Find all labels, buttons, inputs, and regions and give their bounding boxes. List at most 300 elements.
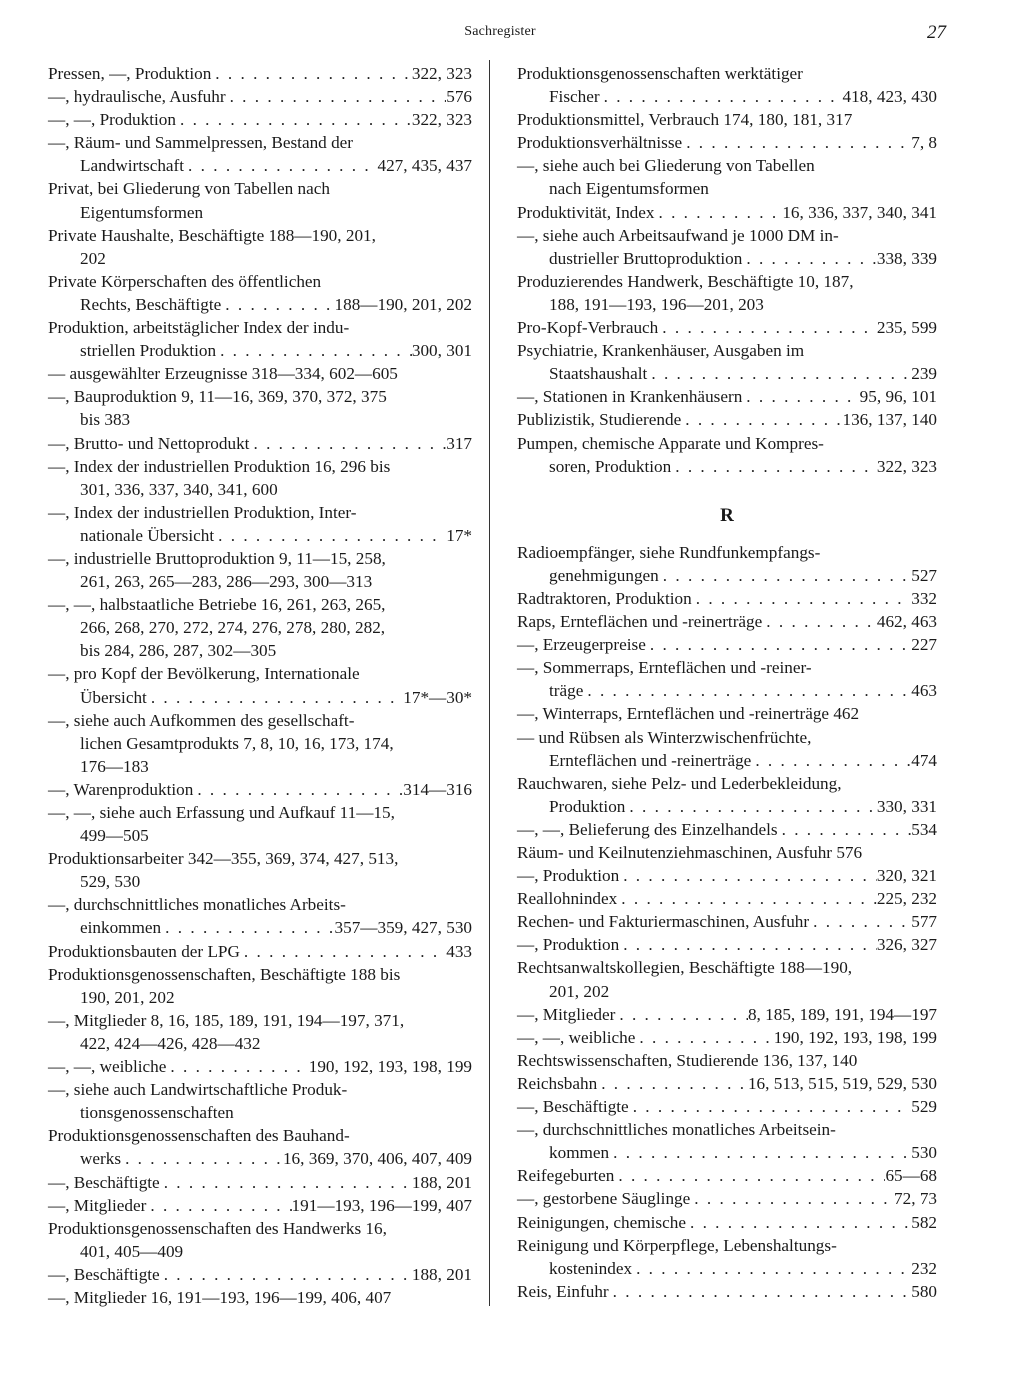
page-references: 317: [446, 433, 472, 453]
index-line: [517, 910, 937, 933]
index-line: [48, 524, 472, 547]
index-line: [48, 547, 472, 570]
page-references: 529: [911, 1097, 937, 1117]
index-term: Produktionsmittel, Verbrauch 174, 180, 181, 317: [517, 110, 853, 130]
index-term: Rechen- und Fakturiermaschinen, Ausfuhr: [517, 912, 810, 932]
index-line: [48, 847, 472, 870]
index-term: —, industrielle Bruttoproduktion 9, 11—15, 258,: [48, 548, 386, 568]
page-references: 580: [911, 1281, 937, 1301]
index-line: [517, 702, 937, 725]
index-term: 266, 268, 270, 272, 274, 276, 278, 280, 282,: [80, 618, 386, 638]
page-references: 95, 96, 101: [859, 387, 937, 407]
index-line: [48, 1147, 472, 1170]
index-line: [517, 1211, 937, 1234]
index-term: —, Räum- und Sammelpressen, Bestand der: [48, 133, 354, 153]
index-line: [517, 1095, 937, 1118]
page-references: 232: [911, 1258, 937, 1278]
index-term: 499—505: [80, 826, 149, 846]
index-line: [48, 1217, 472, 1240]
index-term: — und Rübsen als Winterzwischenfrüchte,: [517, 727, 812, 747]
page-references: 474: [911, 750, 937, 770]
index-term: —, Sommerraps, Ernteflächen und -reiner-: [517, 658, 812, 678]
page-references: 17*: [446, 525, 472, 545]
index-line: [517, 1141, 937, 1164]
index-line: [48, 177, 472, 200]
index-term: —, Produktion: [517, 935, 620, 955]
leader-dots: [646, 633, 911, 656]
index-term: Publizistik, Studierende: [517, 410, 682, 430]
index-line: [517, 818, 937, 841]
index-term: träge: [549, 681, 584, 701]
index-term: —, Stationen in Krankenhäusern: [517, 387, 743, 407]
index-term: bis 383: [80, 410, 131, 430]
column-divider: [489, 60, 490, 1306]
index-term: —, Mitglieder 8, 16, 185, 189, 191, 194—197, 371,: [48, 1010, 405, 1030]
index-term: Rechts, Beschäftigte: [80, 294, 222, 314]
index-line: [48, 501, 472, 524]
index-term: —, Index der industriellen Produktion, Inter-: [48, 502, 357, 522]
page-references: 320, 321: [876, 866, 937, 886]
index-line: [48, 639, 472, 662]
leader-dots: [214, 524, 446, 547]
page-references: 576: [446, 87, 472, 107]
index-term: —, —, siehe auch Erfassung und Aufkauf 11—15,: [48, 803, 395, 822]
index-term: einkommen: [80, 918, 162, 938]
page-references: 300, 301: [411, 341, 472, 361]
index-term: Ernteflächen und -reinerträge: [549, 750, 752, 770]
leader-dots: [184, 154, 377, 177]
index-line: [48, 801, 472, 824]
section-letter: R: [720, 504, 734, 526]
index-line: [48, 316, 472, 339]
index-line: [517, 1026, 937, 1049]
index-term: nationale Übersicht: [80, 525, 215, 545]
index-line: [48, 62, 472, 85]
index-term: Pro-Kopf-Verbrauch: [517, 318, 659, 338]
leader-dots: [211, 62, 412, 85]
index-term: werks: [80, 1149, 122, 1169]
leader-dots: [742, 385, 859, 408]
index-line: [48, 778, 472, 801]
leader-dots: [615, 1003, 748, 1026]
index-term: —, Mitglieder: [517, 1004, 616, 1024]
index-line: [517, 270, 937, 293]
leader-dots: [226, 85, 447, 108]
index-term: —, siehe auch Arbeitsaufwand je 1000 DM in-: [517, 225, 839, 245]
index-line: [517, 1003, 937, 1026]
page-references: 188—190, 201, 202: [334, 294, 472, 314]
index-line: [48, 293, 472, 316]
index-term: 422, 424—426, 428—432: [80, 1033, 261, 1053]
index-line: [517, 108, 937, 131]
page-references: 225, 232: [876, 889, 937, 909]
index-term: Pumpen, chemische Apparate und Kompres-: [517, 433, 824, 453]
index-term: —, durchschnittliches monatliches Arbeits-: [48, 895, 346, 915]
page-references: 534: [911, 819, 937, 839]
index-term: Produktion, arbeitstäglicher Index der indu-: [48, 318, 350, 338]
leader-dots: [609, 1280, 912, 1303]
leader-dots: [682, 131, 911, 154]
index-line: [517, 177, 937, 200]
index-term: Rechtswissenschaften, Studierende 136, 137, 140: [517, 1050, 858, 1070]
index-term: tionsgenossenschaften: [80, 1103, 234, 1123]
index-term: striellen Produktion: [80, 341, 217, 361]
index-term: Produktivität, Index: [517, 202, 655, 222]
index-line: [517, 408, 937, 431]
leader-dots: [609, 1141, 911, 1164]
index-line: [48, 85, 472, 108]
index-line: [517, 887, 937, 910]
index-term: dustrieller Bruttoproduktion: [549, 248, 743, 268]
page-references: 463: [911, 681, 937, 701]
index-term: Radtraktoren, Produktion: [517, 588, 692, 608]
leader-dots: [619, 864, 877, 887]
index-line: [517, 432, 937, 455]
leader-dots: [161, 916, 334, 939]
index-term: Produktionsarbeiter 342—355, 369, 374, 427, 513,: [48, 849, 399, 869]
page-references: 227: [911, 635, 937, 655]
leader-dots: [617, 887, 877, 910]
index-term: —, hydraulische, Ausfuhr: [48, 87, 226, 107]
index-line: [517, 455, 937, 478]
index-term: —, Bauproduktion 9, 11—16, 369, 370, 372, 375: [48, 387, 387, 407]
index-line: [48, 755, 472, 778]
index-line: [48, 824, 472, 847]
page-references: 326, 327: [876, 935, 937, 955]
index-term: —, durchschnittliches monatliches Arbeitsein-: [517, 1120, 836, 1140]
leader-dots: [659, 564, 911, 587]
index-line: [517, 564, 937, 587]
page-references: 190, 192, 193, 198, 199: [308, 1057, 472, 1077]
index-term: Produktionsbauten der LPG: [48, 941, 240, 961]
index-term: —, —, halbstaatliche Betriebe 16, 261, 263, 265,: [48, 595, 386, 615]
index-term: Räum- und Keilnutenziehmaschinen, Ausfuhr 576: [517, 843, 863, 862]
index-line: [48, 1009, 472, 1032]
index-term: soren, Produktion: [549, 456, 672, 476]
index-term: Reallohnindex: [517, 889, 618, 909]
index-line: [517, 541, 937, 564]
index-line: [48, 893, 472, 916]
index-term: Reinigungen, chemische: [517, 1212, 686, 1232]
index-line: [48, 432, 472, 455]
page-references: 16, 369, 370, 406, 407, 409: [282, 1149, 472, 1169]
leader-dots: [681, 408, 842, 431]
index-line: [517, 1257, 937, 1280]
page-references: 16, 513, 515, 519, 529, 530: [747, 1073, 937, 1093]
leader-dots: [583, 679, 911, 702]
leader-dots: [809, 910, 911, 933]
index-line: [517, 224, 937, 247]
index-line: [517, 656, 937, 679]
leader-dots: [600, 85, 843, 108]
index-line: [48, 270, 472, 293]
leader-dots: [160, 1263, 412, 1286]
index-term: Reis, Einfuhr: [517, 1281, 609, 1301]
index-line: [517, 1049, 937, 1072]
index-line: [517, 85, 937, 108]
index-term: nach Eigentumsformen: [549, 179, 709, 199]
index-term: Produzierendes Handwerk, Beschäftigte 10, 187,: [517, 271, 854, 291]
index-term: 176—183: [80, 756, 149, 776]
page-references: 16, 336, 337, 340, 341: [782, 202, 937, 222]
index-line: [48, 963, 472, 986]
index-term: Produktionsgenossenschaften werktätiger: [517, 64, 803, 83]
leader-dots: [221, 293, 334, 316]
leader-dots: [597, 1072, 748, 1095]
index-line: [48, 940, 472, 963]
index-line: [48, 616, 472, 639]
index-column-left: [48, 62, 472, 1309]
index-line: [517, 633, 937, 656]
index-term: 190, 201, 202: [80, 987, 175, 1007]
index-line: [517, 841, 937, 864]
page-references: 8, 185, 189, 191, 194—197: [747, 1004, 937, 1024]
index-line: [48, 662, 472, 685]
page-references: 65—68: [885, 1166, 937, 1186]
index-term: —, Beschäftigte: [517, 1097, 629, 1117]
leader-dots: [216, 339, 412, 362]
index-line: [48, 1101, 472, 1124]
page-references: 17*—30*: [403, 687, 472, 707]
index-term: 529, 530: [80, 872, 141, 892]
index-term: —, siehe auch Aufkommen des gesellschaft-: [48, 710, 355, 730]
index-line: [517, 1234, 937, 1257]
page-references: 418, 423, 430: [842, 87, 937, 107]
index-line: [48, 224, 472, 247]
index-line: [517, 679, 937, 702]
index-term: Reinigung und Körperpflege, Lebenshaltungs-: [517, 1235, 837, 1255]
index-term: —, Erzeugerpreise: [517, 635, 646, 655]
index-term: —, —, weibliche: [517, 1027, 636, 1047]
index-line: [517, 749, 937, 772]
index-line: [48, 986, 472, 1009]
leader-dots: [625, 795, 876, 818]
index-line: [48, 1078, 472, 1101]
leader-dots: [193, 778, 403, 801]
index-line: [48, 1124, 472, 1147]
index-line: [517, 62, 937, 85]
index-line: [48, 108, 472, 131]
index-term: —, Beschäftigte: [48, 1172, 160, 1192]
index-term: —, —, Belieferung des Einzelhandels: [517, 819, 778, 839]
leader-dots: [647, 362, 911, 385]
index-term: Privat, bei Gliederung von Tabellen nach: [48, 179, 330, 199]
index-line: [48, 154, 472, 177]
index-line: [517, 610, 937, 633]
index-line: [48, 385, 472, 408]
index-term: —, —, Produktion: [48, 110, 176, 130]
page-references: 577: [911, 912, 937, 932]
index-line: [517, 1118, 937, 1141]
index-term: kostenindex: [549, 1258, 633, 1278]
index-line: [48, 570, 472, 593]
page-references: 530: [911, 1143, 937, 1163]
index-line: [48, 478, 472, 501]
leader-dots: [121, 1147, 283, 1170]
page-references: 136, 137, 140: [842, 410, 937, 430]
index-term: Landwirtschaft: [80, 156, 185, 176]
page-references: 239: [911, 364, 937, 384]
index-line: [517, 339, 937, 362]
index-line: [48, 686, 472, 709]
leader-dots: [146, 1194, 291, 1217]
index-line: [48, 1194, 472, 1217]
page-references: 314—316: [403, 779, 472, 799]
index-line: [517, 1164, 937, 1187]
index-term: Private Körperschaften des öffentlichen: [48, 271, 322, 291]
leader-dots: [654, 201, 782, 224]
index-line: [48, 362, 472, 385]
leader-dots: [671, 455, 877, 478]
page-references: 322, 323: [411, 110, 472, 130]
index-term: Produktionsgenossenschaften des Handwerks 16,: [48, 1218, 387, 1238]
index-line: [48, 131, 472, 154]
leader-dots: [629, 1095, 912, 1118]
index-term: — ausgewählter Erzeugnisse 318—334, 602—605: [48, 364, 398, 384]
index-term: Produktionsgenossenschaften, Beschäftigte 188 bis: [48, 964, 401, 984]
index-line: [48, 1032, 472, 1055]
running-title: Sachregister: [464, 24, 536, 39]
index-line: [48, 1240, 472, 1263]
leader-dots: [249, 432, 446, 455]
leader-dots: [635, 1026, 773, 1049]
index-line: [517, 293, 937, 316]
index-term: —, Mitglieder: [48, 1195, 147, 1215]
leader-dots: [762, 610, 877, 633]
index-term: Raps, Ernteflächen und -reinerträge: [517, 612, 763, 632]
index-line: [48, 247, 472, 270]
index-line: [517, 772, 937, 795]
index-column-right: [517, 62, 937, 1303]
index-term: —, Index der industriellen Produktion 16, 296 bis: [48, 456, 391, 476]
index-term: —, pro Kopf der Bevölkerung, Internationale: [48, 664, 360, 684]
index-line: [48, 455, 472, 478]
index-term: Psychiatrie, Krankenhäuser, Ausgaben im: [517, 341, 805, 361]
page-references: 338, 339: [876, 248, 937, 268]
page-references: 582: [911, 1212, 937, 1232]
leader-dots: [658, 316, 877, 339]
index-term: —, Winterraps, Ernteflächen und -reinerträge 462: [517, 704, 860, 724]
index-term: —, Warenproduktion: [48, 779, 194, 799]
index-line: [517, 1072, 937, 1095]
index-line: [517, 795, 937, 818]
index-term: —, Produktion: [517, 866, 620, 886]
index-line: [517, 587, 937, 610]
index-term: 261, 263, 265—283, 286—293, 300—313: [80, 572, 373, 592]
page-references: 322, 323: [411, 64, 472, 83]
index-term: Übersicht: [80, 687, 147, 707]
page-header: [0, 22, 1024, 46]
index-term: Fischer: [549, 87, 600, 107]
page-references: 235, 599: [876, 318, 937, 338]
page-references: 191—193, 196—199, 407: [291, 1195, 472, 1215]
page-references: 527: [911, 565, 937, 585]
index-term: genehmigungen: [549, 565, 659, 585]
index-term: —, Mitglieder 16, 191—193, 196—199, 406, 407: [48, 1287, 392, 1307]
index-line: [517, 933, 937, 956]
page-references: 7, 8: [911, 133, 937, 153]
page-references: 72, 73: [894, 1189, 937, 1209]
index-line: [48, 201, 472, 224]
leader-dots: [240, 940, 446, 963]
leader-dots: [166, 1055, 308, 1078]
index-line: [48, 870, 472, 893]
leader-dots: [632, 1257, 911, 1280]
index-term: Produktion: [549, 796, 626, 816]
index-line: [48, 408, 472, 431]
index-line: [48, 593, 472, 616]
leader-dots: [160, 1171, 412, 1194]
index-term: 202: [80, 248, 106, 268]
leader-dots: [742, 247, 877, 270]
index-term: Produktionsgenossenschaften des Bauhand-: [48, 1126, 350, 1146]
index-line: [517, 316, 937, 339]
index-line: [517, 247, 937, 270]
index-term: —, siehe auch bei Gliederung von Tabellen: [517, 156, 815, 176]
index-term: 401, 405—409: [80, 1241, 184, 1261]
page-references: 190, 192, 193, 198, 199: [773, 1027, 937, 1047]
index-line: [517, 154, 937, 177]
index-line: [517, 956, 937, 979]
index-term: Pressen, —, Produktion: [48, 64, 212, 83]
index-line: [48, 1263, 472, 1286]
index-line: [517, 980, 937, 1003]
page-references: 188, 201: [411, 1264, 472, 1284]
leader-dots: [147, 686, 403, 709]
index-line: [517, 864, 937, 887]
index-term: kommen: [549, 1143, 610, 1163]
index-term: Staatshaushalt: [549, 364, 648, 384]
index-line: [48, 1171, 472, 1194]
index-term: lichen Gesamtprodukts 7, 8, 10, 16, 173, 174,: [80, 733, 394, 753]
index-term: Reichsbahn: [517, 1073, 598, 1093]
index-term: Rauchwaren, siehe Pelz- und Lederbekleidung,: [517, 773, 842, 793]
index-line: [48, 1286, 472, 1309]
page-references: 427, 435, 437: [377, 156, 472, 176]
index-group-p: [517, 62, 937, 478]
leader-dots: [614, 1164, 885, 1187]
page-references: 433: [446, 941, 472, 961]
page-references: 462, 463: [876, 612, 937, 632]
index-term: 201, 202: [549, 981, 610, 1001]
index-line: [517, 385, 937, 408]
page-references: 330, 331: [876, 796, 937, 816]
index-term: Radioempfänger, siehe Rundfunkempfangs-: [517, 542, 821, 562]
leader-dots: [686, 1211, 911, 1234]
index-term: Eigentumsformen: [80, 202, 204, 222]
index-line: [48, 709, 472, 732]
index-line: [48, 1055, 472, 1078]
leader-dots: [176, 108, 412, 131]
leader-dots: [778, 818, 912, 841]
index-term: Reifegeburten: [517, 1166, 615, 1186]
index-line: [517, 1187, 937, 1210]
page-references: 188, 201: [411, 1172, 472, 1192]
index-line: [517, 1280, 937, 1303]
index-term: —, —, weibliche: [48, 1057, 167, 1077]
index-line: [517, 726, 937, 749]
index-line: [517, 362, 937, 385]
index-group-r: [517, 541, 937, 1303]
index-term: —, gestorbene Säuglinge: [517, 1189, 691, 1209]
index-term: bis 284, 286, 287, 302—305: [80, 641, 277, 661]
page-references: 332: [911, 588, 937, 608]
page-number: 27: [927, 22, 946, 43]
leader-dots: [619, 933, 877, 956]
leader-dots: [751, 749, 911, 772]
index-term: —, Beschäftigte: [48, 1264, 160, 1284]
index-line: [48, 339, 472, 362]
